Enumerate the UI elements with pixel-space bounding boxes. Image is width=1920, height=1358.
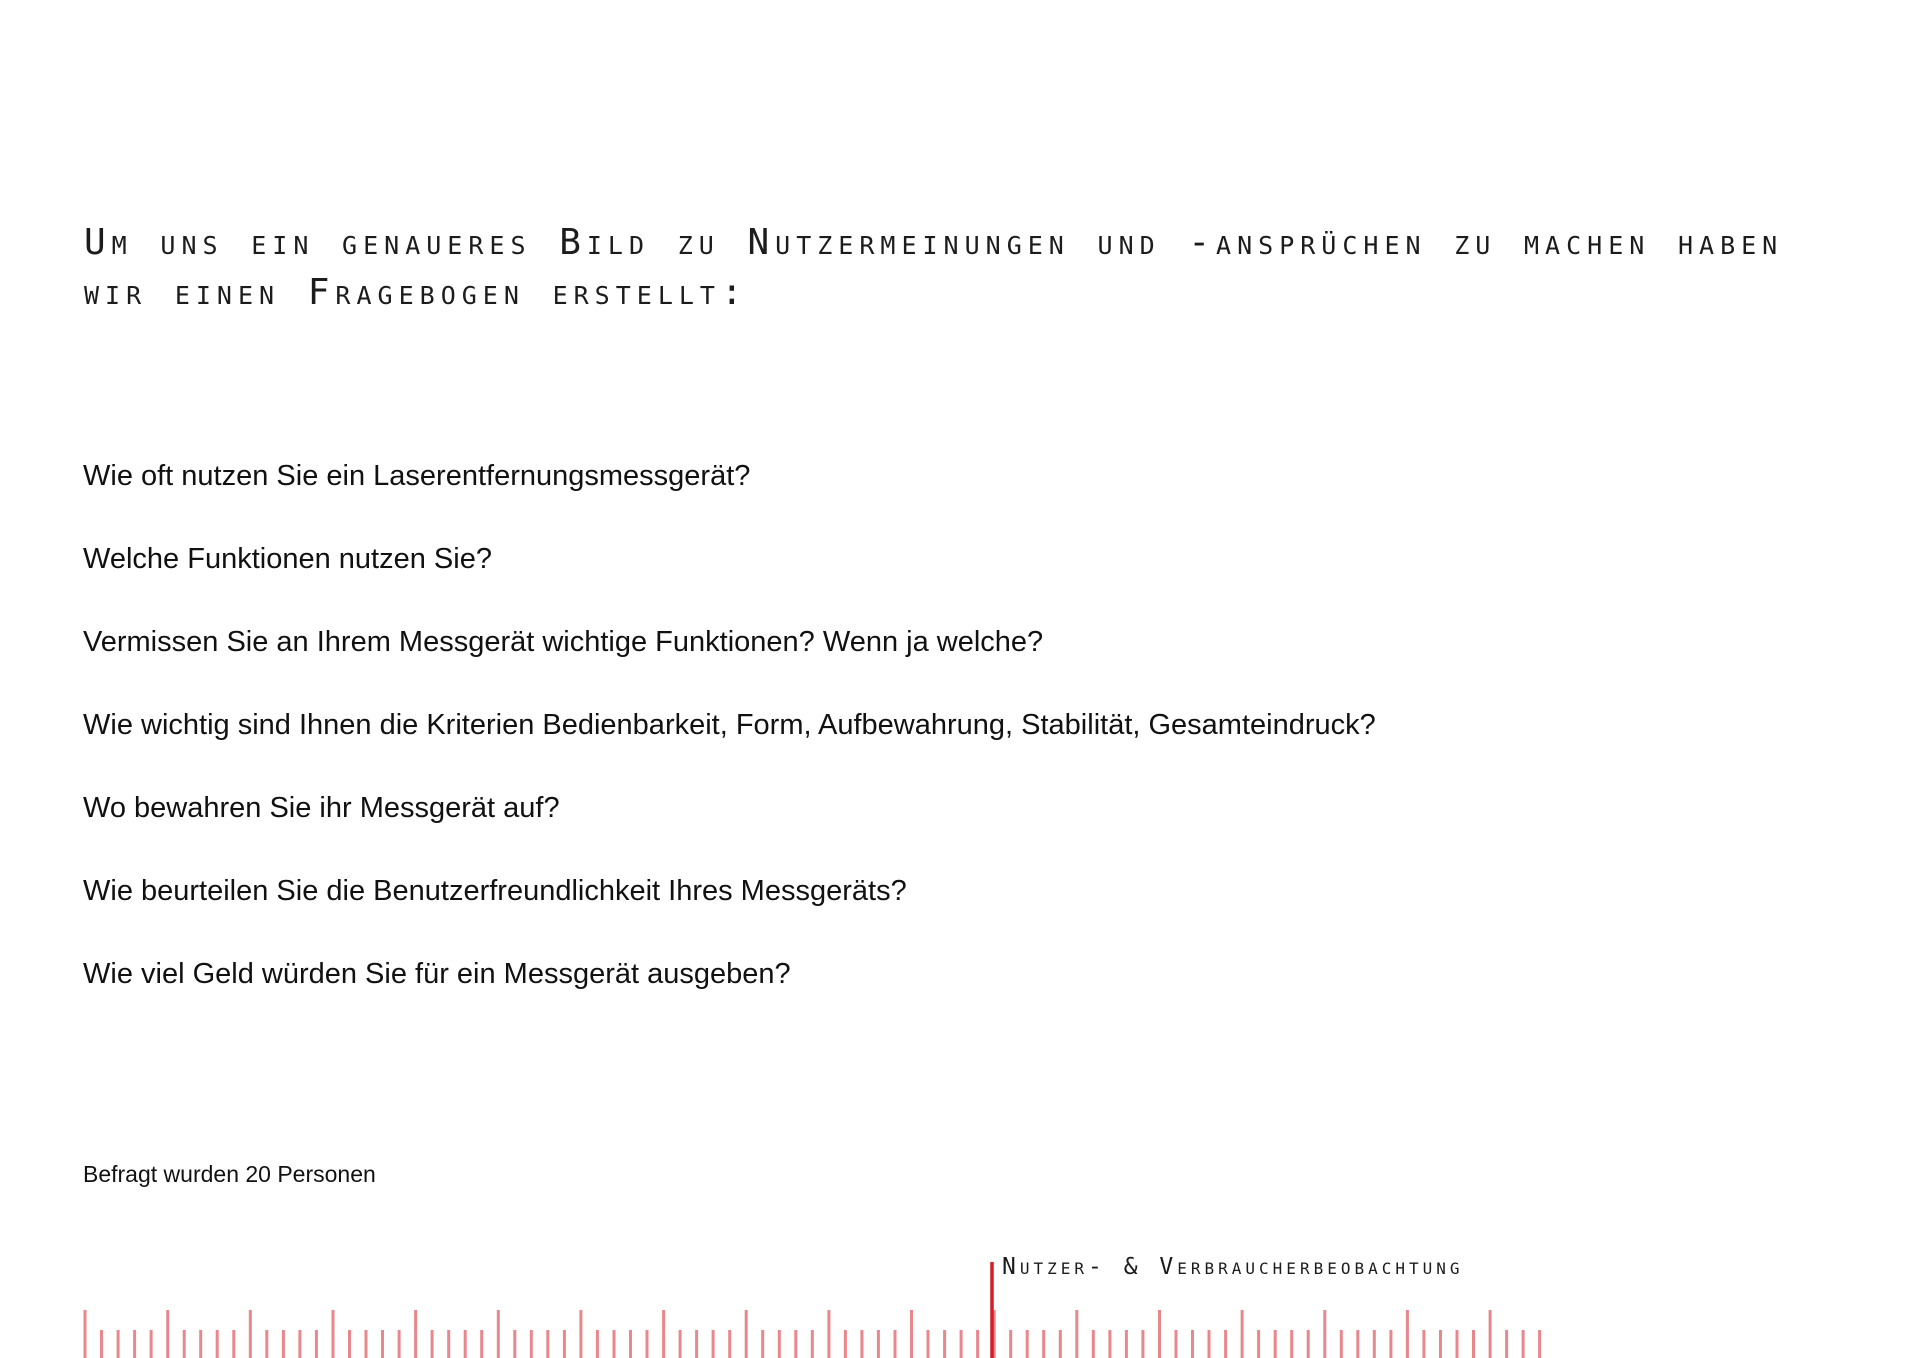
page-heading: Um uns ein genaueres Bild zu Nutzermeinungen und -ansprüchen zu machen haben wir einen Fragebogen erstellt: (84, 222, 1784, 313)
question-list (83, 456, 1376, 1037)
question-item: Vermissen Sie an Ihrem Messgerät wichtige Funktionen? Wenn ja welche? (83, 626, 1044, 658)
question-item: Welche Funktionen nutzen Sie? (83, 543, 492, 575)
footer-section-title: Nutzer- & Verbraucherbeobachtung (1002, 1254, 1464, 1280)
question-item: Wie wichtig sind Ihnen die Kriterien Bedienbarkeit, Form, Aufbewahrung, Stabilität, Gesamteindruck? (83, 709, 1376, 741)
ruler-decoration (0, 1250, 1920, 1358)
respondent-note: Befragt wurden 20 Personen (83, 1161, 376, 1187)
question-item: Wie beurteilen Sie die Benutzerfreundlichkeit Ihres Messgeräts? (83, 875, 907, 907)
question-item: Wie viel Geld würden Sie für ein Messgerät ausgeben? (83, 958, 791, 990)
question-item: Wie oft nutzen Sie ein Laserentfernungsmessgerät? (83, 460, 751, 492)
question-item: Wo bewahren Sie ihr Messgerät auf? (83, 792, 560, 824)
